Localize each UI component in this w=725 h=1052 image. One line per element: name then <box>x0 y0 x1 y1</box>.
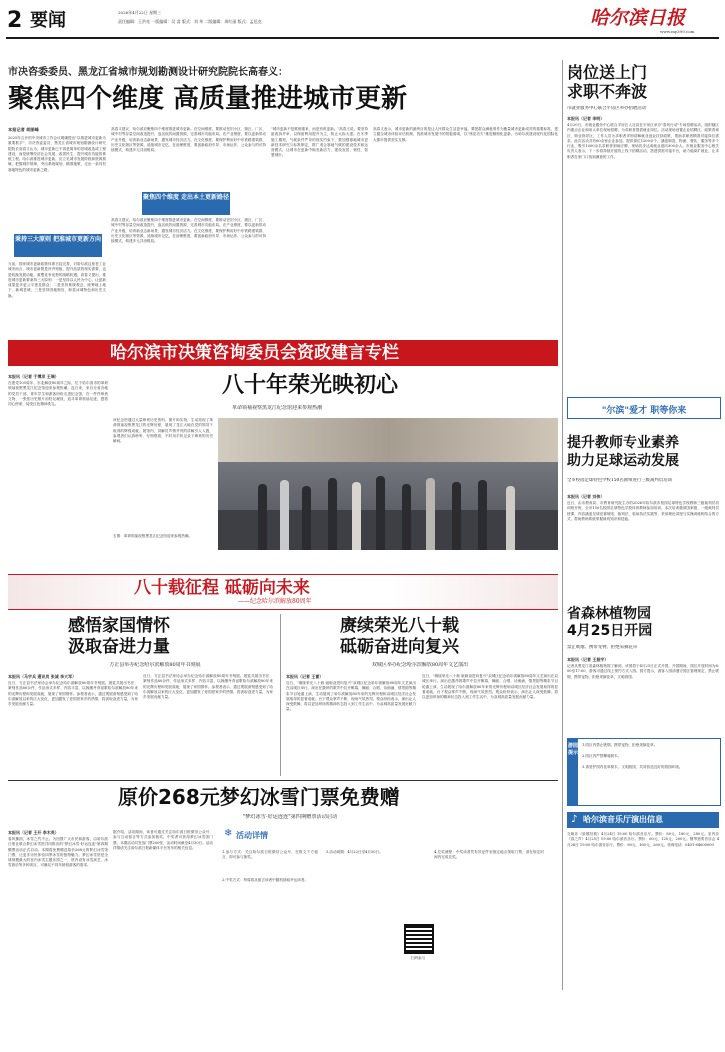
person-figure <box>376 476 385 550</box>
rule-item-1: 1.参与方式：关注哈尔滨日报微信公众号，在推文下方留言，即可参与抽奖。 <box>222 850 318 860</box>
right-title-5: 省森林植物园 <box>567 606 651 622</box>
right-title-4: 助力足球运动发展 <box>567 453 679 469</box>
section-name: 要闻 <box>30 10 66 31</box>
right-body: 4月20日，市就业服务中心联合平房区人社局在平房区举办"春风行动"专场招聘活动，组织辖区内重点企业和用人单位现场招聘，为求职者提供就业岗位。活动现场设置企业招聘区、政策咨询区、职业指导区，工作人员为求职者详细讲解就业创业扶持政策，帮助求职者精准对接岗位需求。此次活动共有60余家企业参加，提供岗位1200余个，涵盖制造、物流、餐饮、服务等多个行业，吸引1000余名求职者到场应聘，现场初步达成就业意向300余人。市就业服务中心相关负责人表示，下一步将持续开展线上线下招聘活动，搭建供需对接平台，助力稳岗扩就业，让求职者在家门口找到满意的工作。 <box>567 123 719 159</box>
bottom-body-1: 春风拂面，冰雪之约不止。为回馈广大市民和游客，由哈尔滨日报社联合梦幻冰雪馆共同推出的"梦幻冰雪·好运连连"第四期赠票活动正式启动。本期将免费赠送原价268元的梦幻冰雪馆门票，让更多市民体验四季冰雪的独特魅力。梦幻冰雪馆是全球规模最大的室内冰雪主题乐园之一，馆内设有冰雪演艺、冰雪游乐等多种项目，可满足不同年龄段游客的需求。 <box>8 837 108 868</box>
event-details-title: 活动详情 <box>236 831 268 840</box>
lead-subhead-2 <box>142 192 230 215</box>
column-divider <box>562 60 563 990</box>
notice-item-2: 2.园区内严禁攀爬树木。 <box>582 754 622 758</box>
right-subtitle: 市就业服务中心联合平房区举办招聘活动 <box>567 106 647 111</box>
right2-title-2: 砥砺奋进向复兴 <box>340 637 459 657</box>
left2-body-b: 近日，方正县书法家协会举办纪念哈尔滨解放80周年书刻展。展览共展出书法、篆刻作品80余件，作品形式多样、内容丰富，以翰墨丹青讴歌哈尔滨解放80年来的光辉历程和发展成就，展现了家国情怀。参观者表示，通过观展深刻感受到了哈尔滨解放以来的巨大变化，更加激发了爱国爱家乡的热情，将汲取奋进力量，为家乡发展贡献力量。 <box>143 674 273 700</box>
right2-title-1: 赓续荣光八十载 <box>340 616 459 636</box>
right2-body-b: 近日，"赓续荣光八十载 砥砺奋进向复兴"双城区纪念哈尔滨解放80周年文艺演出在双城区举行。演出在激昂的歌声中拉开帷幕，舞蹈、合唱、诗朗诵、情景剧等精彩节目轮番上演，生动展现了哈尔滨解放80年来的光辉历程和双城区经济社会发展取得的显著成就。台下观众掌声不断，现场气氛热烈。观众纷纷表示，演出让人深受鼓舞，将以更加昂扬的精神状态投入到工作生活中，为双城高质量发展贡献力量。 <box>422 674 558 700</box>
lead-subhead-1-text: 秉持三大原则 把准城市更新方向 <box>14 236 102 243</box>
column-banner-1-text: 哈尔滨市决策咨询委员会资政建言专栏 <box>110 343 399 363</box>
notice-title: 游园提示 <box>568 743 579 756</box>
right2-byline: 本报讯（记者 王雷） <box>286 674 324 679</box>
mid-byline: 本报讯（记者 于博洋 王瑞） <box>8 374 59 379</box>
lead-body-4: "城市更新不是推倒重来，而是有机更新。"高春义说，要坚持留改拆并举、以保留利用提升为主，防止大拆大建。在冬季施工期短、气候条件严苛的现实约束下，要加强寒地城市更新技术研究与标准制定，推广适合寒地气候的建设技术和运营模式，让城市在更新中焕发新活力，建设宜居、韧性、智慧城市。 <box>271 127 368 158</box>
lead-body-5: 高春义表示，城市更新的最终目的是让人民群众生活更幸福。要把群众满意度作为衡量城市更新成效的重要标准，建立健全城市体检评估机制，找准城市发展中的短板弱项，以"绣花功夫"推进精细化更新，为哈尔滨建设现代化国际化大都市提供坚实支撑。 <box>373 127 558 142</box>
person-figure <box>258 484 267 550</box>
person-figure <box>426 478 435 550</box>
rule-item-4: 4.兑奖流程：中奖读者凭有效证件至指定地点领取门票，请在规定时间内完成兑奖。 <box>434 850 544 860</box>
right2-subtitle: 双城区举办纪念哈尔滨解放80周年文艺演出 <box>371 662 469 668</box>
bottom-subtitle: "梦幻冰雪·好运连连"第四期赠票活动启动 <box>242 814 338 820</box>
qr-code[interactable] <box>404 924 434 954</box>
anniversary-banner-text: 八十载征程 砥砺向未来 <box>134 578 310 598</box>
lead-body-3b: 高春义建议，哈尔滨应聚焦四个维度推进城市更新。在空间维度，要推动老旧小区、街区、厂区、城中村等存量空间改造提升，盘活低效闲置资源，完善城市功能布局。在产业维度，要以更新带动产业升级，培育新业态新场景，激发城市经济活力。在文化维度，要保护利用好中东铁路建筑群、历史文化街区等资源，延续城市记忆。在治理维度，要创新政府引导、市场运作、公众参与的可持续模式，构建多元共治格局。 <box>111 218 266 244</box>
right-byline-3: 本报讯（记者 王振宇） <box>567 657 609 662</box>
concert-list-title: 哈尔滨音乐厅演出信息 <box>583 815 663 824</box>
music-note-icon: ♪ <box>571 814 578 825</box>
mid-body-2: 该纪念馆通过大量珍贵历史资料、图片和实物，生动再现了革命领袖视察黑龙江的光辉历程，展现了龙江大地在党的领导下取得的辉煌成就。展馆内，讲解员声情并茂的讲解引人入胜，参观者们认真聆听、仔细观看，不时用手机记录下珍贵的历史瞬间。 <box>113 418 213 444</box>
date-line: 2026年4月22日 星期三 <box>118 10 162 15</box>
right-title-6: 4月25日开园 <box>567 623 653 639</box>
qr-label: 扫码参与 <box>410 956 426 960</box>
right-subtitle-2: 全市校园足球特色学校150名教师进行三级裁判员培训 <box>567 478 672 483</box>
person-figure <box>302 486 311 550</box>
right-title-2: 求职不奔波 <box>567 82 648 101</box>
right-body-3: 记者从黑龙江省森林植物园了解到，该园将于4月25日正式开园。开园期间，园区开放时间为8:00至17:00，游客可通过线上预约方式入园。园方提示，游客入园请遵守园区管理规定，禁止吸烟、携带宠物，拒绝采摘花草，文明游园。 <box>567 664 719 679</box>
right-byline: 本报讯（记者 李明） <box>567 116 605 121</box>
right-byline-2: 本报讯（记者 刘伟） <box>567 494 605 499</box>
bottom-byline: 本报讯（记者 王开 李木英） <box>8 830 59 835</box>
photo-wall <box>218 418 558 462</box>
event-details-panel <box>218 828 558 1046</box>
site-url: www.my399.com <box>660 29 695 34</box>
newspaper-logo: 哈尔滨日报 <box>590 7 686 29</box>
header-rule <box>6 37 719 39</box>
notice-item-1: 1.园区内禁止吸烟，携带宠物，拒绝采摘花草。 <box>582 743 658 747</box>
right-subtitle-3: 禁止吸烟、携带宠物、拒绝采摘花草 <box>567 645 638 650</box>
lead-body-2: 当前，国家城市更新政策体系日趋完善，对哈尔滨这座老工业城市而言，城市更新既是补齐短板、提升品质的现实需要，也是转换发展动能、重塑竞争优势的战略机遇。高春义提出，推进城市更新要秉持三大原则：一是坚持以人民为中心，让更新成果更多更公平惠及群众；二是坚持系统观念，统筹地上地下、新城老城；三是坚持因地制宜，彰显冰城特色和历史文脉。 <box>8 262 106 298</box>
lead-kicker: 市决咨委委员、黑龙江省城市规划勘测设计研究院院长高春义： <box>8 67 288 78</box>
section-rule <box>8 780 558 781</box>
anniversary-banner-sub: ——纪念哈尔滨解放80周年 <box>238 598 312 605</box>
left2-title-2: 汲取奋进力量 <box>68 637 170 657</box>
snowflake-icon: ❄ <box>224 828 233 839</box>
lead-byline: 本报记者 胡丽峰 <box>8 127 39 132</box>
lead-subhead-1 <box>14 234 102 257</box>
person-figure <box>328 478 337 550</box>
talent-box <box>567 397 721 419</box>
museum-visit-photo <box>218 418 558 550</box>
person-figure <box>452 482 461 550</box>
right-body-2: 近日，由市教育局、市教育研究院主办的2026年哈尔滨市校园足球特色学校教师三级裁判员培训班开班，全市150名校园足球特色学校体育教师参加培训。本次培训邀请国家级、一级裁判员授课，内容涵盖足球竞赛规则、裁判法、临场执法实践等，采用理论讲授与实操训练相结合的方式，帮助教师系统掌握裁判知识和技能。 <box>567 501 719 521</box>
lead-subhead-2-text: 聚焦四个维度 走出本土更新路径 <box>142 194 230 201</box>
page-number: 2 <box>7 8 23 33</box>
right2-body: 近日，"赓续荣光八十载 砥砺奋进向复兴"双城区纪念哈尔滨解放80周年文艺演出在双城区举行。演出在激昂的歌声中拉开帷幕，舞蹈、合唱、诗朗诵、情景剧等精彩节目轮番上演，生动展现了哈尔滨解放80年来的光辉历程和双城区经济社会发展取得的显著成就。台下观众掌声不断，现场气氛热烈。观众纷纷表示，演出让人深受鼓舞，将以更加昂扬的精神状态投入到工作生活中，为双城高质量发展贡献力量。 <box>286 681 416 712</box>
left2-body: 近日，方正县书法家协会举办纪念哈尔滨解放80周年书刻展。展览共展出书法、篆刻作品80余件，作品形式多样、内容丰富，以翰墨丹青讴歌哈尔滨解放80年来的光辉历程和发展成就，展现了家国情怀。参观者表示，通过观展深刻感受到了哈尔滨解放以来的巨大变化，更加激发了爱国爱家乡的热情，将汲取奋进力量，为家乡发展贡献力量。 <box>8 681 138 707</box>
person-figure <box>506 486 515 550</box>
concert-list-body: 交响乐《致敬经典》4月24日 19:00 哈尔滨音乐厅。票价：80元、180元、280元。室内乐《春之声》4月25日 19:00 哈尔滨音乐厅。票价：60元、120元、200元。钢琴独奏音乐会 4月26日 19:00 哈尔滨音乐厅。票价：80元、160元、260元。咨询电话：0451-84600000 <box>567 832 719 847</box>
notice-item-3: 3.请爱护园内花草树木，文明游园，共同营造良好的游园环境。 <box>582 765 683 769</box>
event-details-header <box>218 828 314 844</box>
right-title-3: 提升教师专业素养 <box>567 435 679 451</box>
editor-line: 责任编辑：王洪亮 一版编辑：吴 睿 版式：刘 华 二版编辑：周红丽 版式：孟迅克 <box>118 19 262 24</box>
concert-list-title-bar <box>567 812 719 828</box>
lead-body-1: 2025年召开的中央城市工作会议明确提出"以推进城市更新为重要抓手"，市决咨委委员、黑龙江省城市规划勘测设计研究院院长高春义认为，城市更新已不再是简单的旧城改造或工程建设，而是统筹经济社会发展、改善民生、提升城市功能的系统工程。哈尔滨推进城市更新，应立足城市发展阶段和资源禀赋，把握城市规律，突出系统谋划、精准施策，走出一条具有寒地特色的城市更新之路。 <box>8 136 106 172</box>
lead-body-3: 高春义建议，哈尔滨应聚焦四个维度推进城市更新。在空间维度，要推动老旧小区、街区、厂区、城中村等存量空间改造提升，盘活低效闲置资源，完善城市功能布局。在产业维度，要以更新带动产业升级，培育新业态新场景，激发城市经济活力。在文化维度，要保护利用好中东铁路建筑群、历史文化街区等资源，延续城市记忆。在治理维度，要创新政府引导、市场运作、公众参与的可持续模式，构建多元共治格局。 <box>111 127 266 153</box>
anniversary-banner <box>8 574 558 610</box>
lead-title: 聚焦四个维度 高质量推进城市更新 <box>8 84 408 114</box>
mid-subtitle: 革命领袖视察黑龙江纪念馆迎来参观热潮 <box>232 405 323 411</box>
person-figure <box>402 484 411 550</box>
mid-caption: 右图：革命领袖视察黑龙江纪念馆迎来参观热潮。 <box>113 534 193 538</box>
left2-title-1: 感悟家国情怀 <box>68 616 170 636</box>
person-figure <box>478 480 487 550</box>
bottom-title: 原价268元梦幻冰雪门票免费赠 <box>118 785 400 809</box>
left2-subtitle: 方正县举办纪念哈尔滨解放80周年书刻展 <box>109 662 201 668</box>
mid-divider <box>280 614 281 776</box>
talent-box-text: "尔滨"爱才 职等你来 <box>601 406 687 416</box>
column-banner-1 <box>8 340 558 366</box>
person-figure <box>280 480 289 550</box>
bottom-body-2: 据介绍，活动期间，读者可通过关注哈尔滨日报微信公众号、参与互动留言等方式参加抽奖，中奖者可获得梦幻冰雪馆门票。本期活动共发放门票200张，活动时间截至4月30日。活动详情请关注哈尔滨日报新媒体平台发布的相关信息。 <box>113 830 213 850</box>
mid-body-1: 在建党105周年、东北解放80周年之际，位于哈尔滨市的革命领袖视察黑龙江纪念馆迎来参观热潮。连日来，来自全省各地的党员干部、青年学生和游客纷纷走进纪念馆，在一件件珍贵文物、一张张历史照片前驻足凝视，追寻革命领袖足迹，感悟初心使命，接受红色精神洗礼。 <box>8 381 108 407</box>
notice-title-bar <box>568 739 578 805</box>
rule-item-3: 3.活动周期：4月22日至4月30日。 <box>326 850 383 854</box>
mid-title: 八十年荣光映初心 <box>222 373 399 398</box>
person-figure <box>352 482 361 550</box>
left2-byline: 本报讯（马宇兵 通讯员 张诚 李大军） <box>8 674 77 679</box>
right-title-1: 岗位送上门 <box>567 63 648 82</box>
rule-item-2: 2.中奖方式：每周将从留言读者中随机抽取幸运读者。 <box>222 878 309 882</box>
notice-panel <box>567 738 721 806</box>
